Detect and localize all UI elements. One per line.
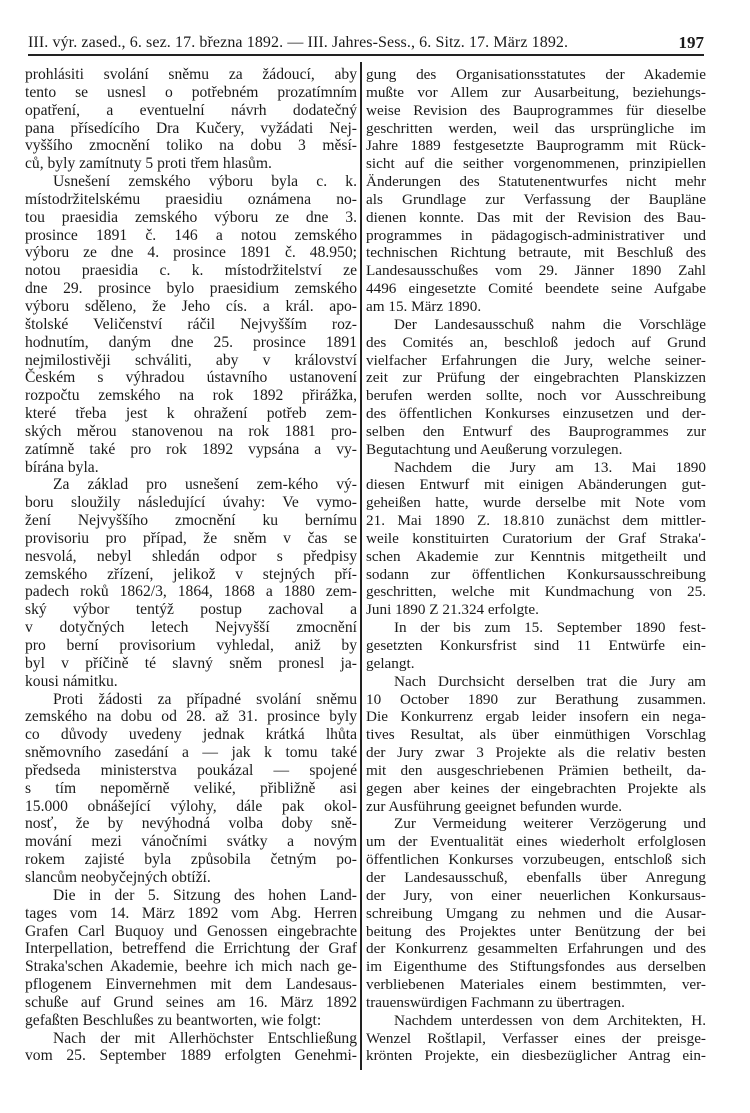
- text-line: zemského zřízení, jelikož v stejných pří-: [25, 565, 357, 583]
- text-line: des öffentlichen Konkurses einzusetzen und der-: [366, 405, 706, 423]
- text-line: Landesausschußes vom 29. Jänner 1890 Zahl: [366, 262, 706, 280]
- paragraph: [366, 316, 706, 459]
- text-line: öffentlichen Konkurses vorzubeugen, entschloß sich: [366, 851, 706, 869]
- text-line: prohlásiti svolání sněmu za žádoucí, aby: [25, 66, 357, 83]
- text-line: byl v příčině té slavný sněm pronesl ja-: [25, 654, 357, 672]
- text-line: 15.000 obnášející výlohy, dále pak okol-: [25, 797, 357, 815]
- text-line: předseda ministerstva poukázal — spojené: [25, 761, 357, 779]
- text-line: ců, byly zamítnuty 5 proti třem hlasům.: [25, 155, 272, 173]
- text-line: výboru ze dne 4. prosince 1891 č. 48.950;: [25, 244, 357, 262]
- text-line: opatření, a eventuelní návrh dodatečný: [25, 101, 357, 119]
- text-line: schen Akademie zur Kenntnis mitgetheilt und: [366, 547, 706, 565]
- text-line: nejmilostivěji schváliti, aby v království: [25, 351, 357, 369]
- text-line: Wenzel Roštlapil, Verfasser eines der preisge-: [366, 1029, 706, 1047]
- paragraph: [25, 887, 357, 1030]
- text-line: selben den Entwurf des Bauprogrammes zur: [366, 422, 706, 440]
- text-line: geschritten, welche mit Kundmachung von 25.: [366, 583, 706, 601]
- text-line: technischen Richtung betraute, mit Beschluß des: [366, 244, 706, 262]
- text-line: vyššího zmocnění toliko na dobu 3 měsí-: [25, 137, 357, 155]
- text-line: verbliebenen Materiales einem bestimmten, ver-: [366, 976, 706, 994]
- text-line: um der Eventualität eines wiederholt erfolglosen: [366, 833, 706, 851]
- text-line: ských měrou stanovenou na rok 1881 pro-: [25, 422, 357, 440]
- text-line: prosince 1891 č. 146 a notou zemského: [25, 226, 357, 244]
- text-line: štolské Veličenství ráčil Nejvyšším roz-: [25, 315, 357, 333]
- text-line: als Grundlage zur Verfassung der Baupläne: [366, 190, 706, 208]
- text-line: des Comités an, beschloß jedoch auf Grund: [366, 333, 706, 351]
- text-line: Proti žádosti za případné svolání sněmu: [53, 690, 357, 708]
- left-column-czech: [25, 66, 357, 1065]
- text-line: der Jury, von einer neuerlichen Konkursaus-: [366, 886, 706, 904]
- text-line: provisoriu pro případ, že sněm v čas se: [25, 529, 357, 547]
- paragraph: [25, 691, 357, 887]
- text-line: mit den ausgeschriebenen Prämien betheilt, da-: [366, 761, 706, 779]
- text-line: sodann zur öffentlichen Konkursausschreibung: [366, 565, 706, 583]
- page-number: 197: [678, 33, 704, 52]
- text-line: mování mezi vánočními svátky a novým: [25, 833, 357, 851]
- text-line: tento se usnesl o potřebném prozatímním: [25, 83, 357, 101]
- text-line: Grafen Carl Buquoy und Genossen eingebrachte: [25, 922, 357, 940]
- paragraph: [25, 66, 357, 173]
- text-line: weise Revision des Bauprogrammes für dieselbe: [366, 101, 706, 119]
- text-line: 10 October 1890 zur Berathung zusammen.: [366, 690, 706, 708]
- text-line: Usnešení zemského výboru byla c. k.: [53, 173, 357, 191]
- running-header: [28, 30, 704, 56]
- text-line: bírána byla.: [25, 458, 99, 476]
- paragraph: [366, 673, 706, 816]
- text-line: im Eigenthume des Stiftungsfondes aus derselben: [366, 958, 706, 976]
- text-line: In der bis zum 15. September 1890 fest-: [394, 619, 706, 637]
- text-line: výboru sděleno, že Jeho cís. a král. apo-: [25, 297, 357, 315]
- text-line: Die Konkurrenz ergab leider insofern ein nega-: [366, 708, 706, 726]
- text-line: Nachdem unterdessen von dem Architekten, H.: [394, 1011, 706, 1029]
- text-line: programmes in pädagogisch-administrativer und: [366, 226, 706, 244]
- text-line: rokem zajisté byla způsobila četným po-: [25, 851, 357, 869]
- header-title: III. výr. zased., 6. sez. 17. března 1892. — III. Jahres-Sess., 6. Sitz. 17. März 1892.: [28, 34, 569, 51]
- text-line: Za základ pro usnešení zem-kého vý-: [53, 476, 357, 494]
- text-line: žení Nejvyššího zmocnění ku bernímu: [25, 512, 357, 530]
- text-line: gegen aber keines der eingebrachten Projekte als: [366, 779, 706, 797]
- text-line: ský výbor tentýž postup zachoval a: [25, 601, 357, 619]
- text-line: Straka'schen Akademie, beehre ich mich nach ge-: [25, 958, 357, 976]
- text-line: pro berní provisorium vyhledal, aniž by: [25, 637, 357, 654]
- text-line: krönten Projekte, ein diesbezüglicher Antrag ein-: [366, 1047, 706, 1065]
- paragraph: [366, 459, 706, 620]
- paragraph: [366, 619, 706, 673]
- text-line: boru sloužily následující úvahy: Ve vymo-: [25, 494, 357, 512]
- text-line: dienen konnte. Das mit der Revision des Bau-: [366, 208, 706, 226]
- text-line: hodnutím, daným dne 25. prosince 1891: [25, 333, 357, 351]
- paragraph: [366, 1012, 706, 1066]
- text-line: berufen werden sollte, noch vor Ausschreibung: [366, 387, 706, 405]
- paragraph: [25, 1030, 357, 1066]
- text-line: v dotyčných letech Nejvyšší zmocnění: [25, 619, 357, 637]
- text-line: kousi námitku.: [25, 672, 118, 690]
- text-line: sněmovního zasedání a — jak k tomu také: [25, 744, 357, 762]
- text-line: 21. Mai 1890 Z. 18.810 zunächst dem mittler-: [366, 512, 706, 530]
- text-line: gung des Organisationsstatutes der Akademie: [366, 66, 706, 83]
- text-line: beitung des Projektes unter Benützung der bei: [366, 922, 706, 940]
- text-line: der Konkurrenz gesammelten Erfahrungen und des: [366, 940, 706, 958]
- text-line: sicht auf die seither vorgenommenen, prinzipiellen: [366, 155, 706, 173]
- text-line: nesvolá, nebyl shledán odpor s předpisy: [25, 547, 357, 565]
- text-line: Jahre 1889 festgesetzte Bauprogramm mit Rück-: [366, 137, 706, 155]
- text-line: notou praesidia c. k. místodržitelství ze: [25, 262, 357, 280]
- text-line: vom 25. September 1889 erfolgten Genehmi-: [25, 1047, 357, 1065]
- text-line: zur Ausführung geeignet befunden wurde.: [366, 797, 622, 815]
- text-line: tives Resultat, als über einmüthigen Vorschlag: [366, 726, 706, 744]
- right-column-german: [366, 66, 706, 1065]
- column-divider: [360, 62, 362, 1070]
- text-line: schuße auf Grund seines am 16. März 1892: [25, 993, 357, 1011]
- text-line: zatímně také pro rok 1892 vypsána a vy-: [25, 440, 357, 458]
- text-line: Begutachtung und Aeußerung vorzulegen.: [366, 440, 623, 458]
- text-line: slancům neobyčejných obtíží.: [25, 868, 211, 886]
- text-line: der Landesausschuß, ebenfalls über Anregung: [366, 868, 706, 886]
- text-line: Juni 1890 Z 21.324 erfolgte.: [366, 601, 539, 619]
- text-line: Nach Durchsicht derselben trat die Jury am: [394, 672, 706, 690]
- paragraph: [25, 173, 357, 476]
- text-line: pana přísedícího Dra Kučery, vyžádati Nej-: [25, 119, 357, 137]
- text-line: geheißen hatte, wurde derselbe mit Note vom: [366, 494, 706, 512]
- text-line: zeit zur Prüfung der eingebrachten Planskizzen: [366, 369, 706, 387]
- text-line: Der Landesausschuß nahm die Vorschläge: [394, 315, 706, 333]
- text-line: Nach der mit Allerhöchster Entschließung: [53, 1029, 357, 1047]
- text-line: Interpellation, betreffend die Errichtung der Graf: [25, 940, 357, 958]
- text-line: pflogenem Einvernehmen mit dem Landesaus-: [25, 976, 357, 994]
- text-line: Zur Vermeidung weiterer Verzögerung und: [394, 815, 706, 833]
- text-line: Nachdem die Jury am 13. Mai 1890: [394, 458, 706, 476]
- text-line: trauenswürdigen Fachmann zu übertragen.: [366, 993, 625, 1011]
- text-line: diesen Entwurf mit einigen Abänderungen gut-: [366, 476, 706, 494]
- text-line: tages vom 14. März 1892 vom Abg. Herren: [25, 904, 357, 922]
- paragraph: [366, 66, 706, 316]
- text-line: gefaßten Beschlußes zu beantworten, wie folgt:: [25, 1011, 322, 1029]
- text-line: co důvody uvedeny jednak krátká lhůta: [25, 726, 357, 744]
- text-line: místodržitelskému praesidiu oznámena no-: [25, 190, 357, 208]
- text-line: vielfacher Erfahrungen die Jury, welche seiner-: [366, 351, 706, 369]
- text-line: tou praesidia zemského výboru ze dne 3.: [25, 208, 357, 226]
- text-line: nosť, že by nevýhodná volba doby sně-: [25, 815, 357, 833]
- text-line: schreibung Umgang zu nehmen und die Ausar-: [366, 904, 706, 922]
- text-line: s tím nepoměrně veliké, přibližně asi: [25, 779, 357, 797]
- paragraph: [366, 815, 706, 1011]
- text-line: gesetzten Konkursfrist sind 11 Entwürfe ein-: [366, 637, 706, 654]
- text-line: dne 29. prosince bylo praesidium zemského: [25, 280, 357, 298]
- text-line: gelangt.: [366, 654, 415, 672]
- text-line: 4496 eingesetzte Comité beendete seine Aufgabe: [366, 280, 706, 298]
- text-line: weile konstituirten Curatorium der Graf Straka'-: [366, 529, 706, 547]
- text-line: mußte vor Allem zur Ausarbeitung, beziehungs-: [366, 83, 706, 101]
- text-line: am 15. März 1890.: [366, 297, 482, 315]
- text-line: Die in der 5. Sitzung des hohen Land-: [53, 886, 357, 904]
- text-line: der Jury zwar 3 Projekte als die relativ besten: [366, 744, 706, 762]
- paragraph: [25, 476, 357, 690]
- text-line: zemského na dobu od 28. až 31. prosince byly: [25, 708, 357, 726]
- text-line: Českém s výhradou ústavního ustanovení: [25, 369, 357, 387]
- text-line: Änderungen des Statutenentwurfes nicht mehr: [366, 173, 706, 191]
- text-line: které třeba jest k ohražení potřeb zem-: [25, 405, 357, 423]
- text-line: padech roků 1862/3, 1864, 1868 a 1880 zem-: [25, 583, 357, 601]
- text-line: rozpočtu zemského na rok 1892 přirážka,: [25, 387, 357, 405]
- text-line: geschritten werden, weil das ursprüngliche im: [366, 119, 706, 137]
